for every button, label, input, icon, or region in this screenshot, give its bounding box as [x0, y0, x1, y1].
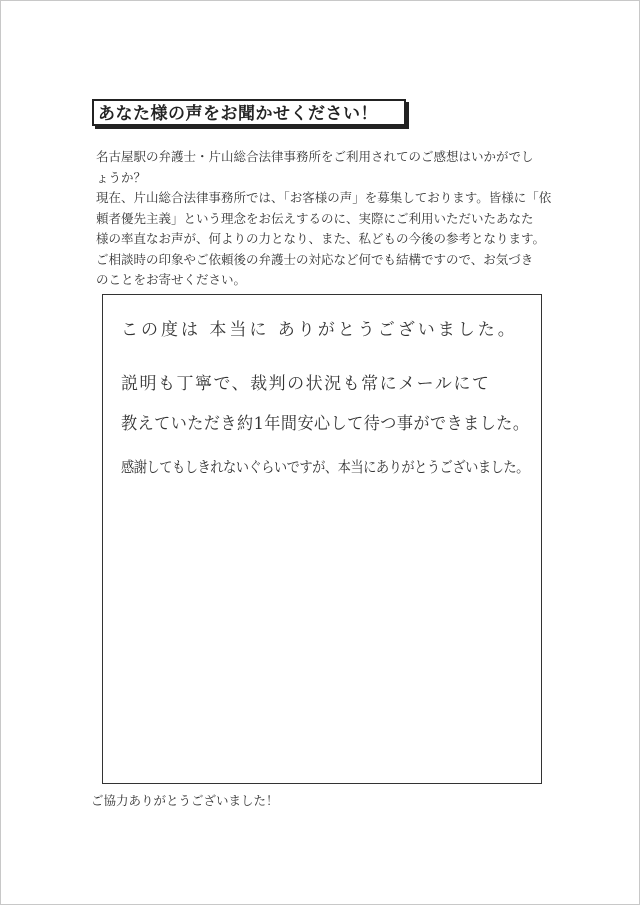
intro-line: ょうか？ — [96, 169, 147, 185]
handwritten-line: 感謝してもしきれないぐらいですが、本当にありがとうございました。 — [121, 458, 529, 476]
handwritten-answer-box — [102, 294, 542, 784]
handwritten-line: 教えていただき約1年間安心して待つ事ができました。 — [121, 414, 530, 434]
form-title: あなた様の声をお聞かせください！ — [92, 99, 406, 126]
intro-line: ご相談時の印象やご依頼後の弁護士の対応など何でも結構ですので、お気づき — [96, 251, 534, 267]
intro-line: のことをお寄せください。 — [96, 272, 247, 287]
handwritten-line: 説明も丁寧で、裁判の状況も常にメールにて — [121, 374, 491, 394]
closing-message: ご協力ありがとうございました！ — [91, 793, 279, 808]
intro-line: 様の率直なお声が、何よりの力となり、また、私どもの今後の参考となります。 — [96, 231, 546, 246]
intro-text — [96, 147, 556, 291]
intro-line: 名古屋駅の弁護士・片山総合法律事務所をご利用されてのご感想はいかがでし — [96, 149, 534, 164]
intro-line: 頼者優先主義」という理念をお伝えするのに、実際にご利用いただいたあなた — [96, 210, 534, 226]
intro-line: 現在、片山総合法律事務所では、「お客様の声」を募集しております。皆様に「依 — [96, 190, 552, 205]
handwritten-line: この度は 本当に ありがとうございました。 — [121, 320, 518, 340]
